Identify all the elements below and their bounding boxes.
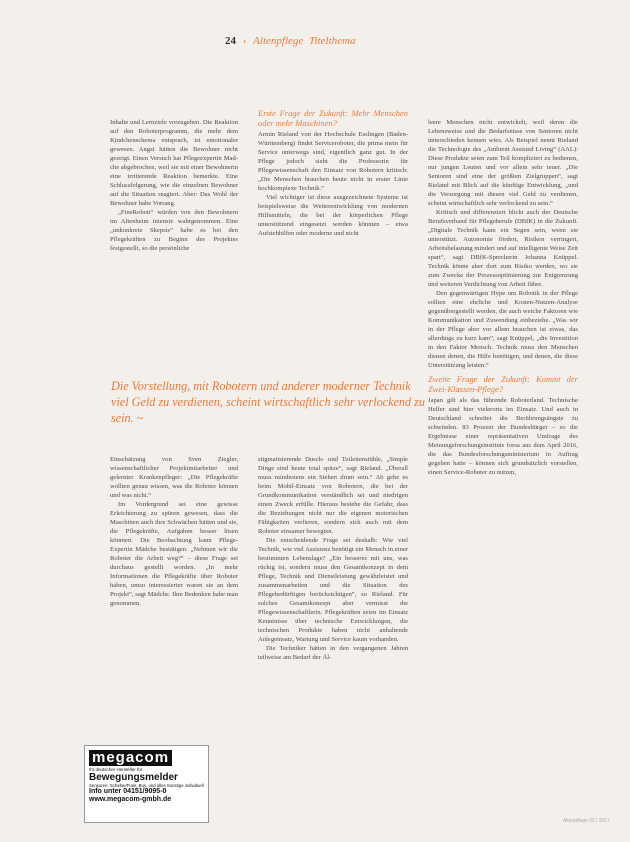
paragraph: Die entscheidende Frage sei deshalb: Wie viel Technik, wie viel Assistenz benötigt ein Mensch in einer bestimmten Lebenslage? „Ein besseres mit uns, was rückig ist, sondern muss den Gesamtkonzept in dem Pflege, Technik und Dienstleistung gewährleistet und zusammenarbeiten und die Situation des Pflegebedürftigen berücksichtigen“, so Rieland. Für solches Gesamtkonzept aber vermisst die Pflegewissenschaftlerin. Pflegekräften seien im Einsatz Kenntnisse über technische Entwicklungen, die technischen Produkte haben nicht anhaltende Anlegeinsatz, Wartung und Service kaum vorhanden. <box>258 537 408 643</box>
page-footer: Altenpflege 05 | 2017 <box>562 818 610 824</box>
subheading-2: Zweite Frage der Zukunft: Kommt der Zwei-Klassen-Pflege? <box>428 374 578 394</box>
paragraph: „FineRoboti“ würden von den Bewohnern im Altenheim intensiv wahrgenommen. Eine „unkonkrete Skepsis“ habe es bei den Pflegekräften zu Beginn des Projektes festgestellt, so die persönliche <box>110 209 238 252</box>
paragraph: Japan gilt als das führende Roboterland. Technische Helfer sind hier vielerorts im Einsatz. Und auch in Deutschland schreitet die Berührungsängste zu schwinden. 83 Prozent der Bundesbürger – so die Ergebnisse einer repräsentativen Umfrage des Meinungsforschungsinstituts forsa aus dem April 2016, die das Bundesforschungsministerium in Auftrag gegeben hatte – können sich grundsätzlich vorstellen, einen Service-Roboter zu nutzen, <box>428 397 578 476</box>
column-2-bottom <box>258 455 408 830</box>
ad-url[interactable]: www.megacom-gmbh.de <box>89 796 172 803</box>
page-number: 24 <box>225 35 236 47</box>
ad-tagline: Ihr deutscher Hersteller für <box>89 767 143 772</box>
paragraph: Inhalte und Lernziele vorzugeben. Die Reaktion auf den Roboterprogramm, die mehr dem Kindchenschema entsprach, ist emotionaler gewesen. Angst hätten die Bewohner nicht gezeigt. Einen Versuch hat Pflegeexpertin Madche abgebrochen, weil sie mit einer Bewohnerin eine irritierende Reaktion bemerkte. Eine Schlussfolgerung, wie die einzelnen Bewohner auf die Situation reagiert. Aber: Das Wohl der Bewohner habe Vorrang. <box>110 119 238 207</box>
paragraph: Einschätzung von Sven Ziegler, wissenschaftlicher Projektmitarbeiter und gelernter Krankenpfleger: „Die Pflegekräfte wollten genau wissen, was die Roboter können und was nicht.“ <box>110 456 238 499</box>
ad-logo: megacom <box>89 750 172 766</box>
page-header <box>225 35 355 47</box>
paragraph: Im Vordergrund sei eine gewisse Erleichterung zu spüren gewesen, dass die Maschinen auch ihre Schwächen hätten und sie, die Pflegekräfte, Aufgaben besser lösen könnten. Die Beobachtung kann Pflege-Expertin Mädche bestätigen. „Nehmen wir die Roboter die Arbeit weg?“ – diese Frage sei durchaus gestellt worden. „In mehr Informationen die Pflegekräfte über Roboter haben, umso interessierter waren sie an dem Projekt“, sagt Mädche. Ihre Bedenken habe man genommen. <box>110 501 238 607</box>
paragraph: Kritisch und differenziert blickt auch der Deutsche Berufsverband für Pflegeberufe (DBfK) in die Zukunft. „Digitale Technik kann ein Segen sein, wenn sie unterstützt. Autonomie fördert, Risiken verringert, Arbeitsbelastung mindert und auf intelligente Weise Zeit spart“, sagt DBfK-Sprecherin Johanna Knüppel. Technik könne aber dort zum Risiko werden, wo sie zum Zwecke der Prozessoptimierung zur Entgrenzung und weiteren Verdichtung von Arbeit führe. <box>428 209 578 288</box>
column-2-top <box>258 108 408 366</box>
header-separator: › <box>242 35 247 47</box>
ad-product: Bewegungsmelder <box>89 772 178 783</box>
header-section-sub: Titelthema <box>309 35 356 47</box>
advertisement[interactable] <box>84 745 209 823</box>
pull-quote <box>111 378 426 426</box>
column-1-top <box>110 118 238 366</box>
paragraph: Den gegenwärtigen Hype um Robotik in der Pflege sollten eine ehrliche und Kosten-Nutzen-Analyse gegenübergestellt werden, die auch weiche Faktoren wie Kommunikation und Zuwendung einbeziehe. „Was wir in der Pflege aber vor allem brauchen ist etwas, das allerdings zu kurz kam“, sagt Knüppel, „die Investition in den Faktor Mensch. Technik muss den Menschen dienen denen, die Hilfe benötigen, und denen, die diese Unterstützung leisten.“ <box>428 290 578 369</box>
ad-phone: Info unter 04151/9095-0 <box>89 788 167 795</box>
paragraph: stigmatisierende Dusch- und Toilettenstühle, „Simple Dinge sind heute total spitze“, sagt Rieland. „Überall muss mindestens ein Stehen drum sein.“ Ab gehe es beim Mobil-Einsatz von Robotern, die bei der Grundkommunikation verständlich sei und niedrigen einen Zweck erfülle. Hieraus bestehe die Gefahr, dass die Beziehungen nicht nur die eigenen motorischen Fähigkeiten verlieren, sondern sich auch mit dem Roboter einsamer bewegten. <box>258 456 408 535</box>
ad-details: Sensoren, Schalter/Funk, Bus, und alles Sonstige individuell <box>89 783 204 788</box>
quote-ornament: ~ <box>136 411 144 425</box>
paragraph: Die Techniker hätten in den vergangenen Jahren teilweise am Bedarf der Äl- <box>258 645 408 661</box>
subheading-1: Erste Frage der Zukunft: Mehr Menschen oder mehr Maschinen? <box>258 108 408 128</box>
paragraph: leere Menschen nicht entwickelt, weil deren die Lebensweise und die Bedarfsnisse von Senioren nicht unterschieden kennen wies. Als Beispiel nennt Rieland die Technologie des „Ambient Assisted Living“ (AAL): Diese Produkte seien zum Teil kompliziert zu bedienen, nur jungen Leuten und vor allem sehr teuer. „Die Senioren sind eine der größten Zielgruppen“, sagt Rieland mit Blick auf die künftige Entwicklung, „und die Versorgung mit diesen viel Geld zu verdienen, scheint wirtschaftlich sehr verlockend zu sein.“ <box>428 119 578 207</box>
column-3 <box>428 118 578 823</box>
paragraph: Viel wichtiger ist diese ausgezeichnete Systeme ist beispielsweise die Weiterentwicklung von modernen Hilfsmitteln, die bei der körperlichen Pflege unterstützend eingesetzt werden könnten – etwa Aufstehhilfen oder moderne und nicht <box>258 194 408 237</box>
column-1-bottom <box>110 455 238 725</box>
pull-quote-text: Die Vorstellung, mit Robotern und anderer moderner Technik viel Geld zu verdienen, scheint wirtschaftlich sehr verlockend zu sein. <box>111 379 425 425</box>
header-section: Altenpflege <box>253 35 304 47</box>
paragraph: Armin Rieland von der Hochschule Esslingen (Baden-Württemberg) findet Serviceroboter, die prima mein für Service unterwegs sind, eigentlich ganz gut. In der Pflege jedoch sieht die Professorin für Pflegewissenschaft den Einsatz von Robotern kritisch: „Die Menschen brauchen heute nicht in erster Linie hochkomplexe Technik.“ <box>258 131 408 192</box>
